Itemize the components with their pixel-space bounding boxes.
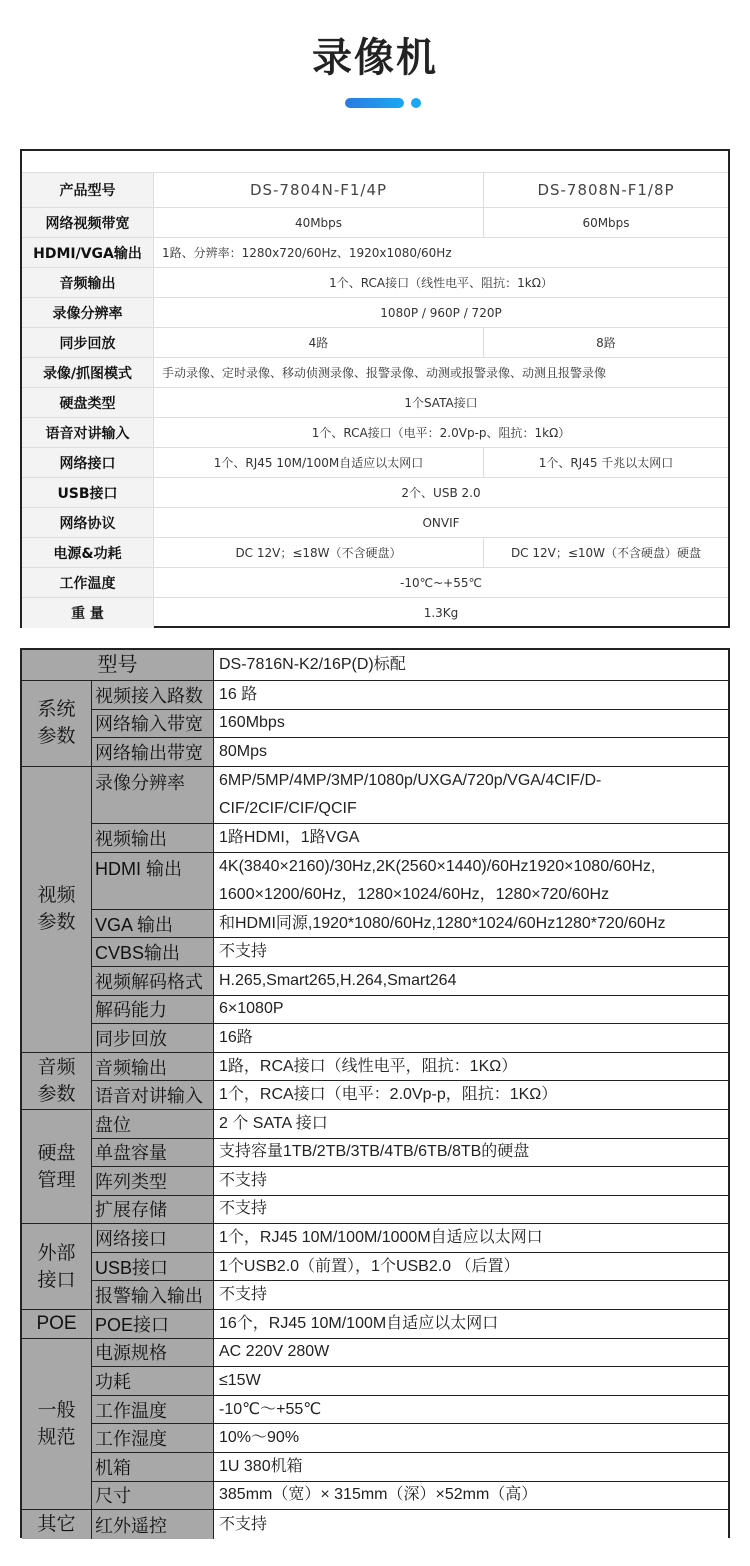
model-name: DS-7808N-F1/8P	[537, 181, 675, 199]
category-label: 视频参数	[37, 885, 76, 934]
spec-value: 6MP/5MP/4MP/3MP/1080p/UXGA/720p/VGA/4CIF/D-CIF/2CIF/CIF/QCIF	[214, 767, 728, 824]
spec-value: 1个USB2.0（前置），1个USB2.0 （后置）	[214, 1253, 728, 1282]
table-row	[22, 418, 728, 448]
cell-value: 8路	[596, 336, 616, 350]
row-label: 重 量	[22, 598, 154, 628]
spec-label: 语音对讲输入	[92, 1081, 214, 1110]
cell-value: 1个、RCA接口（电平：2.0Vp-p、阻抗：1kΩ）	[311, 426, 571, 440]
spec-value: 不支持	[214, 938, 728, 967]
spec-label: 录像分辨率	[92, 767, 214, 824]
spec-value: 16个，RJ45 10M/100M自适应以太网口	[214, 1310, 728, 1339]
cell-value: DC 12V；≤18W（不含硬盘）	[154, 538, 484, 567]
cell-value: 40Mbps	[154, 208, 484, 237]
spec-label: 视频输出	[92, 824, 214, 853]
spec-value: 16 路	[214, 681, 728, 710]
cell-value: DC 12V；≤10W（不含硬盘）硬盘	[510, 546, 702, 560]
spec-label: 同步回放	[92, 1024, 214, 1053]
row-label: 音频输出	[22, 268, 154, 297]
category-label: POE	[36, 1313, 77, 1335]
cell-value: 1.3Kg	[423, 606, 459, 620]
spec-label: 视频接入路数	[92, 681, 214, 710]
spec-value: 16路	[214, 1024, 728, 1053]
spec-label: 尺寸	[92, 1482, 214, 1511]
model-name: DS-7804N-F1/4P	[154, 173, 484, 207]
category-label: 一般规范	[37, 1399, 76, 1448]
cell-value: 手动录像、定时录像、移动侦测录像、报警录像、动测或报警录像、动测且报警录像	[162, 366, 607, 380]
spec-value: 和HDMI同源,1920*1080/60Hz,1280*1024/60Hz1280*720/60Hz	[214, 910, 728, 939]
spec-value: 385mm（宽）× 315mm（深）×52mm（高）	[214, 1482, 728, 1511]
cell-value: ONVIF	[422, 515, 460, 530]
row-label: 网络视频带宽	[22, 208, 154, 237]
spec-label: 盘位	[92, 1110, 214, 1139]
row-label: 录像/抓图模式	[22, 358, 154, 387]
category-label: 系统参数	[37, 699, 76, 748]
spec-value: 1U 380机箱	[214, 1453, 728, 1482]
spec-value: 1个，RJ45 10M/100M/1000M自适应以太网口	[214, 1224, 728, 1253]
table-row	[22, 508, 728, 538]
spec-label: POE接口	[92, 1310, 214, 1339]
row-label: 工作温度	[22, 568, 154, 597]
table-row	[22, 388, 728, 418]
spec-value: 1个，RCA接口（电平：2.0Vp-p，阻抗：1KΩ）	[214, 1081, 728, 1110]
row-label: 电源&功耗	[22, 538, 154, 567]
row-label: 硬盘类型	[22, 388, 154, 417]
cell-value: 1080P / 960P / 720P	[380, 305, 502, 320]
spec-table-1	[20, 149, 730, 628]
row-label: 录像分辨率	[22, 298, 154, 327]
spec-value: 4K(3840×2160)/30Hz,2K(2560×1440)/60Hz1920×1080/60Hz, 1600×1200/60Hz，1280×1024/60Hz，1280×720/60Hz	[214, 853, 728, 910]
spec-value: 不支持	[214, 1281, 728, 1310]
category-cell	[22, 1510, 92, 1539]
spec-value: -10℃～+55℃	[214, 1396, 728, 1425]
category-cell	[22, 1053, 92, 1110]
row-label: 产品型号	[22, 173, 154, 207]
row-label: 网络接口	[22, 448, 154, 477]
category-cell	[22, 1310, 92, 1339]
spec-label: 功耗	[92, 1367, 214, 1396]
model-value: DS-7816N-K2/16P(D)标配	[214, 650, 728, 681]
table-header-strip	[22, 151, 728, 173]
spec-label: 网络输入带宽	[92, 710, 214, 739]
category-cell	[22, 767, 92, 1053]
page-title: 录像机	[312, 35, 438, 81]
spec-value: 10%～90%	[214, 1424, 728, 1453]
spec-label: 网络输出带宽	[92, 738, 214, 767]
title-underline-dot	[411, 98, 421, 108]
cell-value: 2个、USB 2.0	[401, 486, 481, 500]
spec-value: 6×1080P	[214, 996, 728, 1025]
table-row	[22, 268, 728, 298]
category-cell	[22, 1339, 92, 1511]
spec-value: 不支持	[214, 1196, 728, 1225]
model-label: 型号	[22, 650, 214, 681]
row-label: 语音对讲输入	[22, 418, 154, 447]
table-row	[22, 478, 728, 508]
cell-value: 1路、分辨率：1280x720/60Hz、1920x1080/60Hz	[162, 246, 452, 260]
spec-value: 2 个 SATA 接口	[214, 1110, 728, 1139]
cell-value: 1个、RJ45 千兆以太网口	[538, 456, 674, 470]
spec-label: 扩展存储	[92, 1196, 214, 1225]
spec-value: 不支持	[214, 1167, 728, 1196]
spec-label: 报警输入输出	[92, 1281, 214, 1310]
table-row	[22, 538, 728, 568]
category-label: 硬盘管理	[37, 1142, 76, 1191]
table-row	[22, 298, 728, 328]
spec-label: 音频输出	[92, 1053, 214, 1082]
cell-value: 60Mbps	[582, 215, 630, 230]
row-label: HDMI/VGA输出	[22, 238, 154, 267]
spec-label: VGA 输出	[92, 910, 214, 939]
spec-label: CVBS输出	[92, 938, 214, 967]
category-cell	[22, 1224, 92, 1310]
spec-label: 解码能力	[92, 996, 214, 1025]
row-label: 同步回放	[22, 328, 154, 357]
cell-value: 4路	[154, 328, 484, 357]
category-cell	[22, 681, 92, 767]
spec-label: HDMI 输出	[92, 853, 214, 910]
spec-table-2	[20, 648, 730, 1538]
spec-label: 阵列类型	[92, 1167, 214, 1196]
cell-value: 1个SATA接口	[404, 396, 478, 410]
table-row	[22, 238, 728, 268]
spec-label: 单盘容量	[92, 1139, 214, 1168]
spec-value: AC 220V 280W	[214, 1339, 728, 1368]
row-label: 网络协议	[22, 508, 154, 537]
table-row	[22, 358, 728, 388]
spec-label: 工作温度	[92, 1396, 214, 1425]
table-row	[22, 208, 728, 238]
category-label: 外部接口	[37, 1242, 76, 1291]
category-label: 音频参数	[37, 1056, 76, 1105]
spec-value: ≤15W	[214, 1367, 728, 1396]
title-underline-bar	[345, 98, 404, 108]
cell-value: 1个、RCA接口（线性电平、阻抗：1kΩ）	[329, 276, 553, 290]
spec-value: H.265,Smart265,H.264,Smart264	[214, 967, 728, 996]
spec-label: 电源规格	[92, 1339, 214, 1368]
cell-value: -10℃~+55℃	[400, 575, 482, 590]
spec-label: 工作湿度	[92, 1424, 214, 1453]
table-row	[22, 598, 728, 628]
table-row	[22, 328, 728, 358]
spec-value: 支持容量1TB/2TB/3TB/4TB/6TB/8TB的硬盘	[214, 1139, 728, 1168]
spec-value: 不支持	[214, 1510, 728, 1539]
spec-label: 视频解码格式	[92, 967, 214, 996]
spec-value: 1路HDMI，1路VGA	[214, 824, 728, 853]
row-label: USB接口	[22, 478, 154, 507]
spec-label: USB接口	[92, 1253, 214, 1282]
cell-value: 1个、RJ45 10M/100M自适应以太网口	[154, 448, 484, 477]
category-cell	[22, 1110, 92, 1224]
spec-label: 红外遥控	[92, 1510, 214, 1539]
category-label: 其它	[37, 1514, 76, 1536]
spec-value: 1路，RCA接口（线性电平，阻抗：1KΩ）	[214, 1053, 728, 1082]
spec-value: 160Mbps	[214, 710, 728, 739]
spec-label: 机箱	[92, 1453, 214, 1482]
spec-value: 80Mps	[214, 738, 728, 767]
table-row	[22, 173, 728, 208]
table-row	[22, 568, 728, 598]
spec-label: 网络接口	[92, 1224, 214, 1253]
table-row	[22, 448, 728, 478]
